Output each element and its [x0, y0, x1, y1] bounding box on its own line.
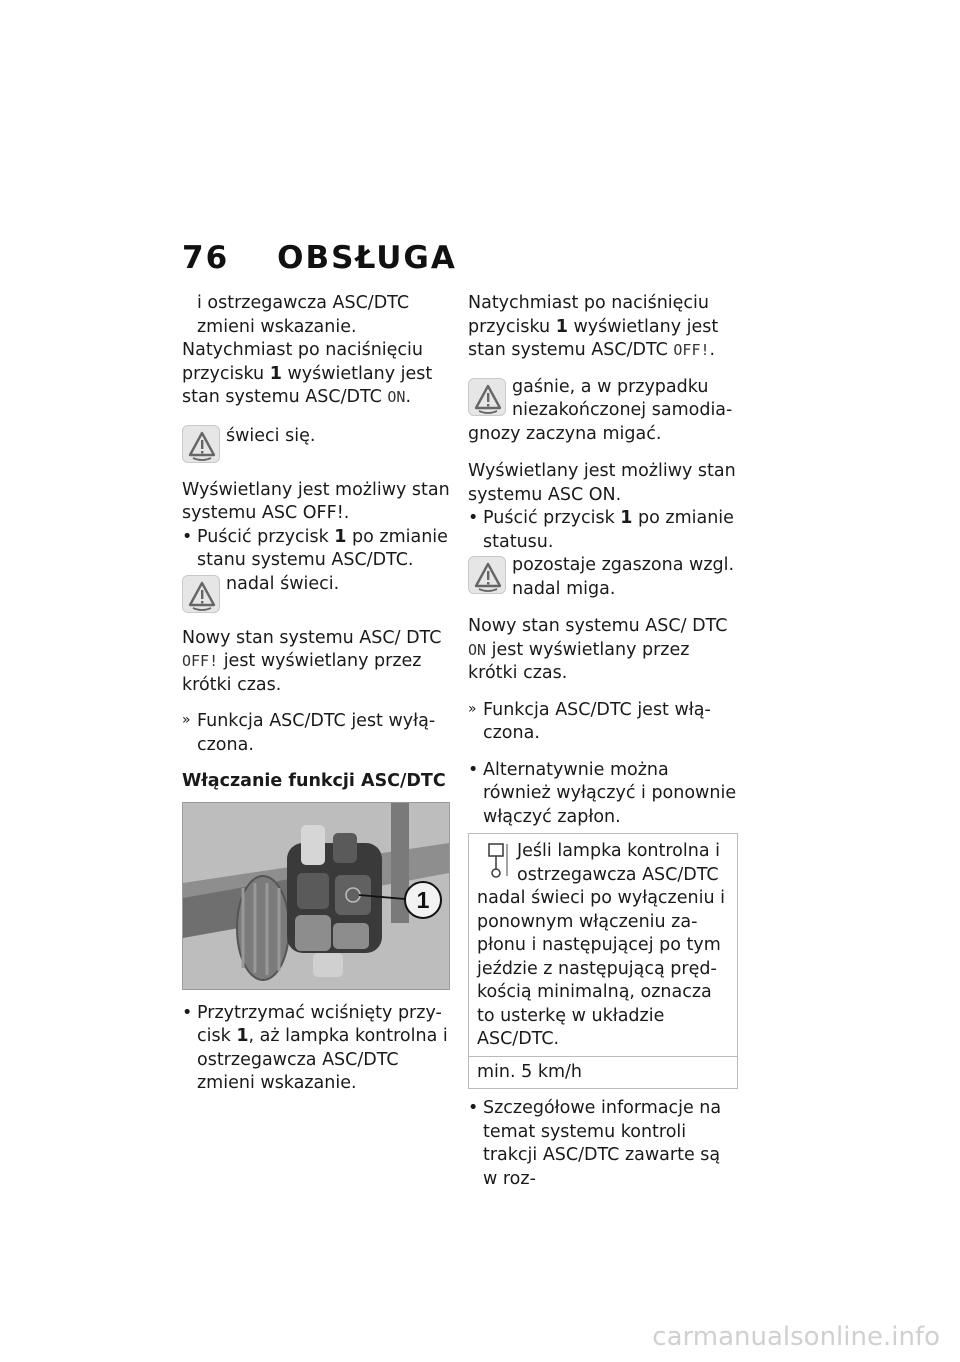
left-column — [182, 292, 450, 1109]
paragraph: Nowy stan systemu ASC/ DTC ON jest wyświetlany przez krótki czas. — [468, 616, 728, 683]
paragraph: Wyświetlany jest możliwy stan systemu ASC OFF!. — [182, 479, 450, 523]
note-box: Jeśli lampka kontrolna i ostrzegawcza ASC/DTC nadal świeci po wyłączeniu i ponownym włączeniu za- płonu i następującej po tym jeździe z następującą pręd- kością minimalną, oznacza to usterkę w układzie ASC/DTC. min. 5 km/h — [468, 833, 738, 1089]
list-item: • Przytrzymać wciśnięty przy- cisk 1, aż lampka kontrolna i ostrzegawcza ASC/DTC zmieni wskazanie. — [182, 1002, 448, 1093]
warning-light-note: pozostaje zgaszona wzgl. nadal miga. — [468, 554, 738, 601]
right-column — [468, 292, 738, 1204]
page-number: 76 — [182, 240, 230, 276]
display-code: ON — [387, 388, 406, 406]
page-title: OBSŁUGA — [277, 240, 457, 276]
list-item: • Puścić przycisk 1 po zmianie statusu. — [468, 508, 734, 552]
page-header — [182, 240, 457, 276]
warning-light-note: gaśnie, a w przypadku niezakończonej samodia- gnozy zaczyna migać. — [468, 376, 733, 444]
warning-triangle-icon — [182, 575, 220, 613]
list-item: • Alternatywnie można również wyłączyć i ponownie włączyć zapłon. — [468, 759, 737, 827]
engine-piston-icon — [479, 840, 513, 880]
figure-callout-1: 1 — [416, 886, 430, 913]
paragraph: Nowy stan systemu ASC/ DTC OFF! jest wyświetlany przez krótki czas. — [182, 627, 442, 695]
warning-triangle-icon — [468, 556, 506, 594]
result-arrow-icon: » — [468, 700, 477, 717]
paragraph: i ostrzegawcza ASC/DTC zmieni wskazanie. — [197, 293, 410, 337]
note-footer: min. 5 km/h — [469, 1056, 737, 1089]
callout-number: 1 — [269, 363, 282, 384]
paragraph: Natychmiast po naciśnięciu przycisku 1 wyświetlany jest stan systemu ASC/DTC ON. — [182, 340, 433, 407]
display-code: OFF! — [182, 652, 219, 670]
section-heading: Włączanie funkcji ASC/DTC — [182, 771, 446, 791]
watermark: carmanualsonline.info — [652, 1322, 940, 1352]
result-item: » Funkcja ASC/DTC jest włą- czona. — [468, 699, 711, 743]
handlebar-switch-figure — [182, 802, 450, 990]
list-item: • Puścić przycisk 1 po zmianie stanu systemu ASC/DTC. — [182, 526, 448, 570]
warning-triangle-icon — [468, 378, 506, 416]
display-code: ON — [468, 640, 487, 659]
display-code: OFF! — [673, 341, 710, 359]
result-arrow-icon: » — [182, 712, 191, 728]
list-item: • Szczegółowe informacje na temat systemu kontroli trakcji ASC/DTC zawarte są w roz- — [468, 1098, 722, 1189]
result-item: » Funkcja ASC/DTC jest wyłą- czona. — [182, 711, 436, 755]
warning-triangle-icon — [182, 425, 220, 463]
paragraph: Natychmiast po naciśnięciu przycisku 1 wyświetlany jest stan systemu ASC/DTC OFF!. — [468, 293, 719, 360]
warning-light-note: świeci się. — [182, 423, 450, 465]
warning-light-note: nadal świeci. — [182, 573, 450, 613]
paragraph: Wyświetlany jest możliwy stan systemu ASC ON. — [468, 461, 736, 505]
